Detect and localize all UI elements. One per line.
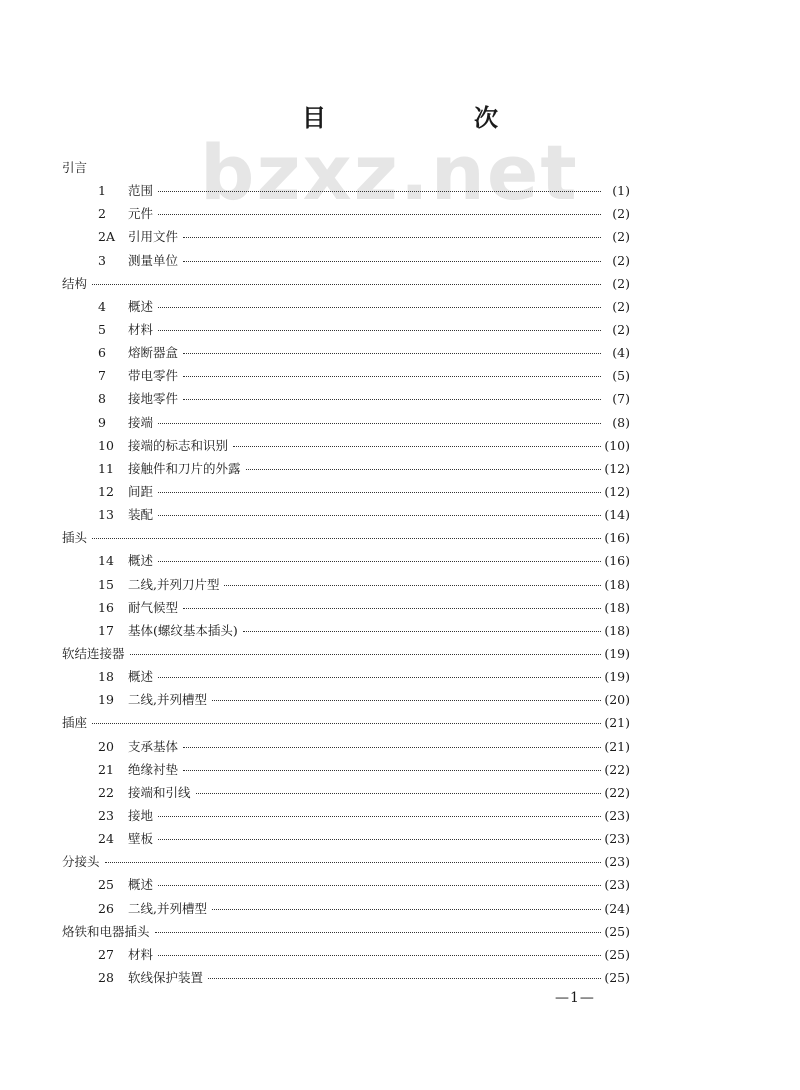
toc-page-number: (2) [612,229,630,245]
toc-page-number: (8) [612,414,630,430]
dot-leader [130,654,601,655]
toc-page-number: (7) [612,391,630,407]
dot-leader [158,330,601,331]
toc-page-number: (23) [604,877,630,893]
toc-page-number: (18) [604,576,630,592]
toc-label: 软线保护装置 [128,969,204,985]
toc-label: 支承基体 [128,738,179,754]
toc-page-number: (23) [604,807,630,823]
toc-page-number: (2) [612,206,630,222]
dot-leader [92,284,601,285]
dot-leader [92,723,601,724]
toc-label: 引用文件 [128,229,179,245]
toc-item[interactable] [62,783,630,806]
toc-item-number: 5 [98,321,106,337]
toc-item-number: 17 [98,622,114,638]
toc-page-number: (2) [612,321,630,337]
toc-page-number: (16) [604,553,630,569]
toc-section[interactable] [62,274,630,297]
toc-item[interactable] [62,945,630,968]
toc-item[interactable] [62,436,630,459]
dot-leader [158,677,601,678]
toc-label: 接端的标志和识别 [128,437,229,453]
dot-leader [183,237,601,238]
dot-leader [183,608,601,609]
toc-label: 接地零件 [128,391,179,407]
toc-item[interactable] [62,806,630,829]
toc-label: 二线,并列槽型 [128,692,207,708]
toc-item[interactable] [62,366,630,389]
toc-item-number: 15 [98,576,114,592]
toc-item[interactable] [62,297,630,320]
toc-item-number: 23 [98,807,114,823]
dot-leader [246,469,601,470]
dot-leader [158,885,601,886]
dot-leader [183,261,601,262]
toc-item-number: 2A [98,229,115,245]
toc-item[interactable] [62,482,630,505]
toc-label: 概述 [128,877,154,893]
toc-item[interactable] [62,667,630,690]
toc-page-number: (4) [612,345,630,361]
toc-item[interactable] [62,343,630,366]
dot-leader [212,700,601,701]
toc-item-number: 1 [98,183,106,199]
toc-page-number: (21) [604,738,630,754]
toc-item[interactable] [62,389,630,412]
toc-label: 接地 [128,807,154,823]
toc-label: 烙铁和电器插头 [62,923,150,939]
toc-label: 绝缘衬垫 [128,761,179,777]
toc-page-number: (25) [604,923,630,939]
toc-page-number: (22) [604,784,630,800]
toc-item-number: 7 [98,368,106,384]
dot-leader [158,515,601,516]
toc-item-number: 3 [98,252,106,268]
toc-item-number: 11 [98,460,114,476]
dot-leader [158,307,601,308]
toc-item[interactable] [62,690,630,713]
toc-page-number: (2) [612,298,630,314]
toc-label: 接端 [128,414,154,430]
toc-item[interactable] [62,621,630,644]
toc-label: 熔断器盒 [128,345,179,361]
dot-leader [158,492,601,493]
toc-label: 概述 [128,298,154,314]
toc-label: 二线,并列刀片型 [128,576,220,592]
toc-page-number: (12) [604,483,630,499]
toc-page-number: (10) [604,437,630,453]
dot-leader [92,538,601,539]
toc-item-number: 13 [98,507,114,523]
toc-page-number: (18) [604,599,630,615]
toc-page-number: (14) [604,507,630,523]
toc-label: 元件 [128,206,154,222]
toc-page-number: (19) [604,669,630,685]
toc-item-number: 20 [98,738,114,754]
toc-label: 结构 [62,275,88,291]
dot-leader [158,839,601,840]
toc-page-number: (24) [604,900,630,916]
page-number: —1— [555,990,595,1006]
dot-leader [183,353,601,354]
toc-label: 分接头 [62,854,100,870]
toc-page-number: (1) [612,183,630,199]
toc-item-number: 24 [98,831,114,847]
toc-page-number: (20) [604,692,630,708]
toc-item-number: 6 [98,345,106,361]
toc-page-number: (19) [604,645,630,661]
dot-leader [155,932,601,933]
toc-item[interactable] [62,505,630,528]
toc-label: 材料 [128,321,154,337]
toc-item-number: 26 [98,900,114,916]
toc-item-number: 21 [98,761,114,777]
toc-section[interactable] [62,852,630,875]
toc-item[interactable] [62,204,630,227]
toc-section[interactable] [62,644,630,667]
toc-item[interactable] [62,181,630,204]
toc-item-number: 9 [98,414,106,430]
table-of-contents [62,158,630,991]
dot-leader [224,585,601,586]
toc-page-number: (25) [604,946,630,962]
toc-label: 插头 [62,530,88,546]
toc-item[interactable] [62,899,630,922]
toc-item-number: 25 [98,877,114,893]
toc-page-number: (21) [604,715,630,731]
dot-leader [183,747,601,748]
toc-item-number: 19 [98,692,114,708]
dot-leader [243,631,601,632]
toc-item[interactable] [62,875,630,898]
toc-item[interactable] [62,227,630,250]
toc-item-number: 28 [98,969,114,985]
toc-item[interactable] [62,575,630,598]
toc-item[interactable] [62,413,630,436]
toc-label: 间距 [128,483,154,499]
toc-label: 装配 [128,507,154,523]
toc-label: 概述 [128,553,154,569]
toc-page-number: (2) [612,252,630,268]
toc-item-number: 8 [98,391,106,407]
toc-item-number: 18 [98,669,114,685]
toc-label: 插座 [62,715,88,731]
toc-item[interactable] [62,320,630,343]
dot-leader [158,191,601,192]
toc-label: 接端和引线 [128,784,191,800]
toc-page-number: (5) [612,368,630,384]
dot-leader [208,978,601,979]
toc-page-number: (2) [612,275,630,291]
toc-item-number: 10 [98,437,114,453]
dot-leader [158,816,601,817]
toc-label: 接触件和刀片的外露 [128,460,241,476]
dot-leader [158,561,601,562]
toc-label: 耐气候型 [128,599,179,615]
toc-page-number: (16) [604,530,630,546]
toc-item[interactable] [62,737,630,760]
dot-leader [105,862,601,863]
toc-section[interactable] [62,528,630,551]
dot-leader [183,770,601,771]
dot-leader [183,399,601,400]
toc-label: 二线,并列槽型 [128,900,207,916]
toc-item-number: 12 [98,483,114,499]
watermark-logo: bzxz.net [200,128,579,217]
toc-section[interactable] [62,158,630,181]
toc-item-number: 27 [98,946,114,962]
toc-item[interactable] [62,829,630,852]
dot-leader [158,955,601,956]
toc-page-number: (23) [604,831,630,847]
dot-leader [233,446,601,447]
toc-page-number: (18) [604,622,630,638]
toc-label: 壁板 [128,831,154,847]
dot-leader [183,376,601,377]
toc-page-number: (25) [604,969,630,985]
toc-page-number: (23) [604,854,630,870]
toc-item[interactable] [62,551,630,574]
toc-page-number: (22) [604,761,630,777]
dot-leader [212,909,601,910]
toc-label: 概述 [128,669,154,685]
toc-section[interactable] [62,713,630,736]
toc-item[interactable] [62,251,630,274]
toc-item-number: 4 [98,298,106,314]
toc-item-number: 16 [98,599,114,615]
toc-label: 范围 [128,183,154,199]
toc-item-number: 2 [98,206,106,222]
toc-section[interactable] [62,922,630,945]
toc-label: 带电零件 [128,368,179,384]
toc-label: 基体(螺纹基本插头) [128,622,238,638]
toc-label: 材料 [128,946,154,962]
toc-label: 软结连接器 [62,645,125,661]
toc-label: 测量单位 [128,252,179,268]
toc-item[interactable] [62,459,630,482]
toc-item[interactable] [62,760,630,783]
toc-label: 引言 [62,160,88,175]
dot-leader [158,214,601,215]
toc-page-number: (12) [604,460,630,476]
page-title: 目 次 [302,104,560,132]
toc-item[interactable] [62,598,630,621]
toc-item-number: 22 [98,784,114,800]
toc-item[interactable] [62,968,630,991]
dot-leader [158,423,601,424]
toc-item-number: 14 [98,553,114,569]
dot-leader [196,793,601,794]
